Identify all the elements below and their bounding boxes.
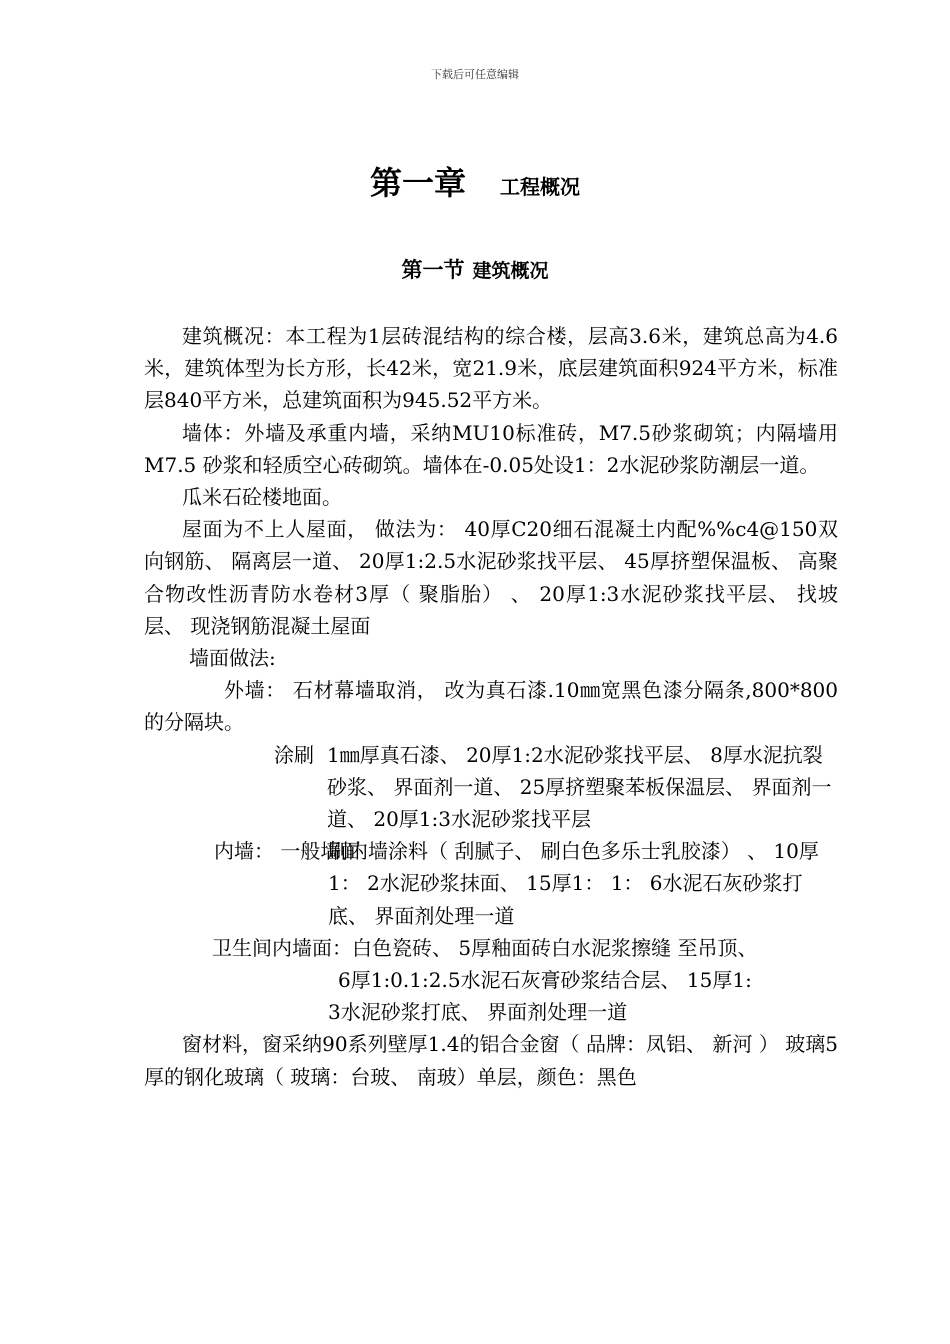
chapter-heading <box>0 158 950 204</box>
bathroom-wall-line-2: 6厚1:0.1:2.5水泥石灰膏砂浆结合层、 15厚1: <box>338 968 752 993</box>
paragraph-bathroom-wall <box>144 932 838 1029</box>
chapter-title: 工程概况 <box>500 175 580 199</box>
section-number: 第一节 <box>401 258 465 282</box>
exterior-coating-label: 涂刷 <box>274 742 314 767</box>
section-title: 建筑概况 <box>472 260 549 282</box>
paragraph-exterior-wall: 外墙： 石材幕墙取消， 改为真石漆.10㎜宽黑色漆分隔条,800*800的分隔块。 <box>144 678 838 735</box>
interior-wall-label: 内墙： 一般墙面 <box>214 839 361 864</box>
interior-wall-text: 刷内墙涂料（ 刮腻子、 刷白色多乐士乳胶漆） 、 10厚1： 2水泥砂浆抹面、 15厚1： 1： 6水泥石灰砂浆打底、 界面剂处理一道 <box>328 839 819 928</box>
document-body <box>144 320 838 1093</box>
paragraph-exterior-coating <box>144 739 838 836</box>
paragraph-interior-wall <box>144 835 838 932</box>
chapter-number: 第一章 <box>369 164 466 202</box>
paragraph-building-overview: 建筑概况：本工程为1层砖混结构的综合楼，层高3.6米，建筑总高为4.6米，建筑体型为长方形，长42米，宽21.9米，底层建筑面积924平方米，标准层840平方米，总建筑面积为945.52平方米。 <box>144 324 838 413</box>
bathroom-wall-line-1: 卫生间内墙面：白色瓷砖、 5厚釉面砖白水泥浆擦缝 至吊顶、 <box>212 935 758 960</box>
paragraph-walls: 墙体：外墙及承重内墙，采纳MU10标准砖，M7.5砂浆砌筑；内隔墙用 M7.5 砂浆和轻质空心砖砌筑。墙体在-0.05处设1：2水泥砂浆防潮层一道。 <box>144 420 838 477</box>
paragraph-wall-finish-heading: 墙面做法: <box>189 646 276 671</box>
exterior-coating-text: 1㎜厚真石漆、 20厚1:2水泥砂浆找平层、 8厚水泥抗裂砂浆、 界面剂一道、 25厚挤塑聚苯板保温层、 界面剂一道、 20厚1:3水泥砂浆找平层 <box>327 742 832 832</box>
page-header-note: 下载后可任意编辑 <box>431 68 519 81</box>
paragraph-floor: 瓜米石砼楼地面。 <box>182 485 342 510</box>
section-heading <box>0 254 950 284</box>
paragraph-roof: 屋面为不上人屋面， 做法为： 40厚C20细石混凝土内配%%c4@150双向钢筋、 隔离层一道、 20厚1:2.5水泥砂浆找平层、 45厚挤塑保温板、 高聚合物改性沥青防水卷材3厚（ 聚脂胎） 、 20厚1:3水泥砂浆找平层、 找坡层、 现浇钢筋混凝土屋面 <box>144 517 838 638</box>
paragraph-windows: 窗材料，窗采纳90系列壁厚1.4的铝合金窗（ 品牌：凤铝、 新河 ） 玻璃5厚的钢化玻璃（ 玻璃：台玻、 南玻）单层，颜色：黑色 <box>144 1032 838 1089</box>
bathroom-wall-line-3: 3水泥砂浆打底、 界面剂处理一道 <box>328 1000 628 1025</box>
